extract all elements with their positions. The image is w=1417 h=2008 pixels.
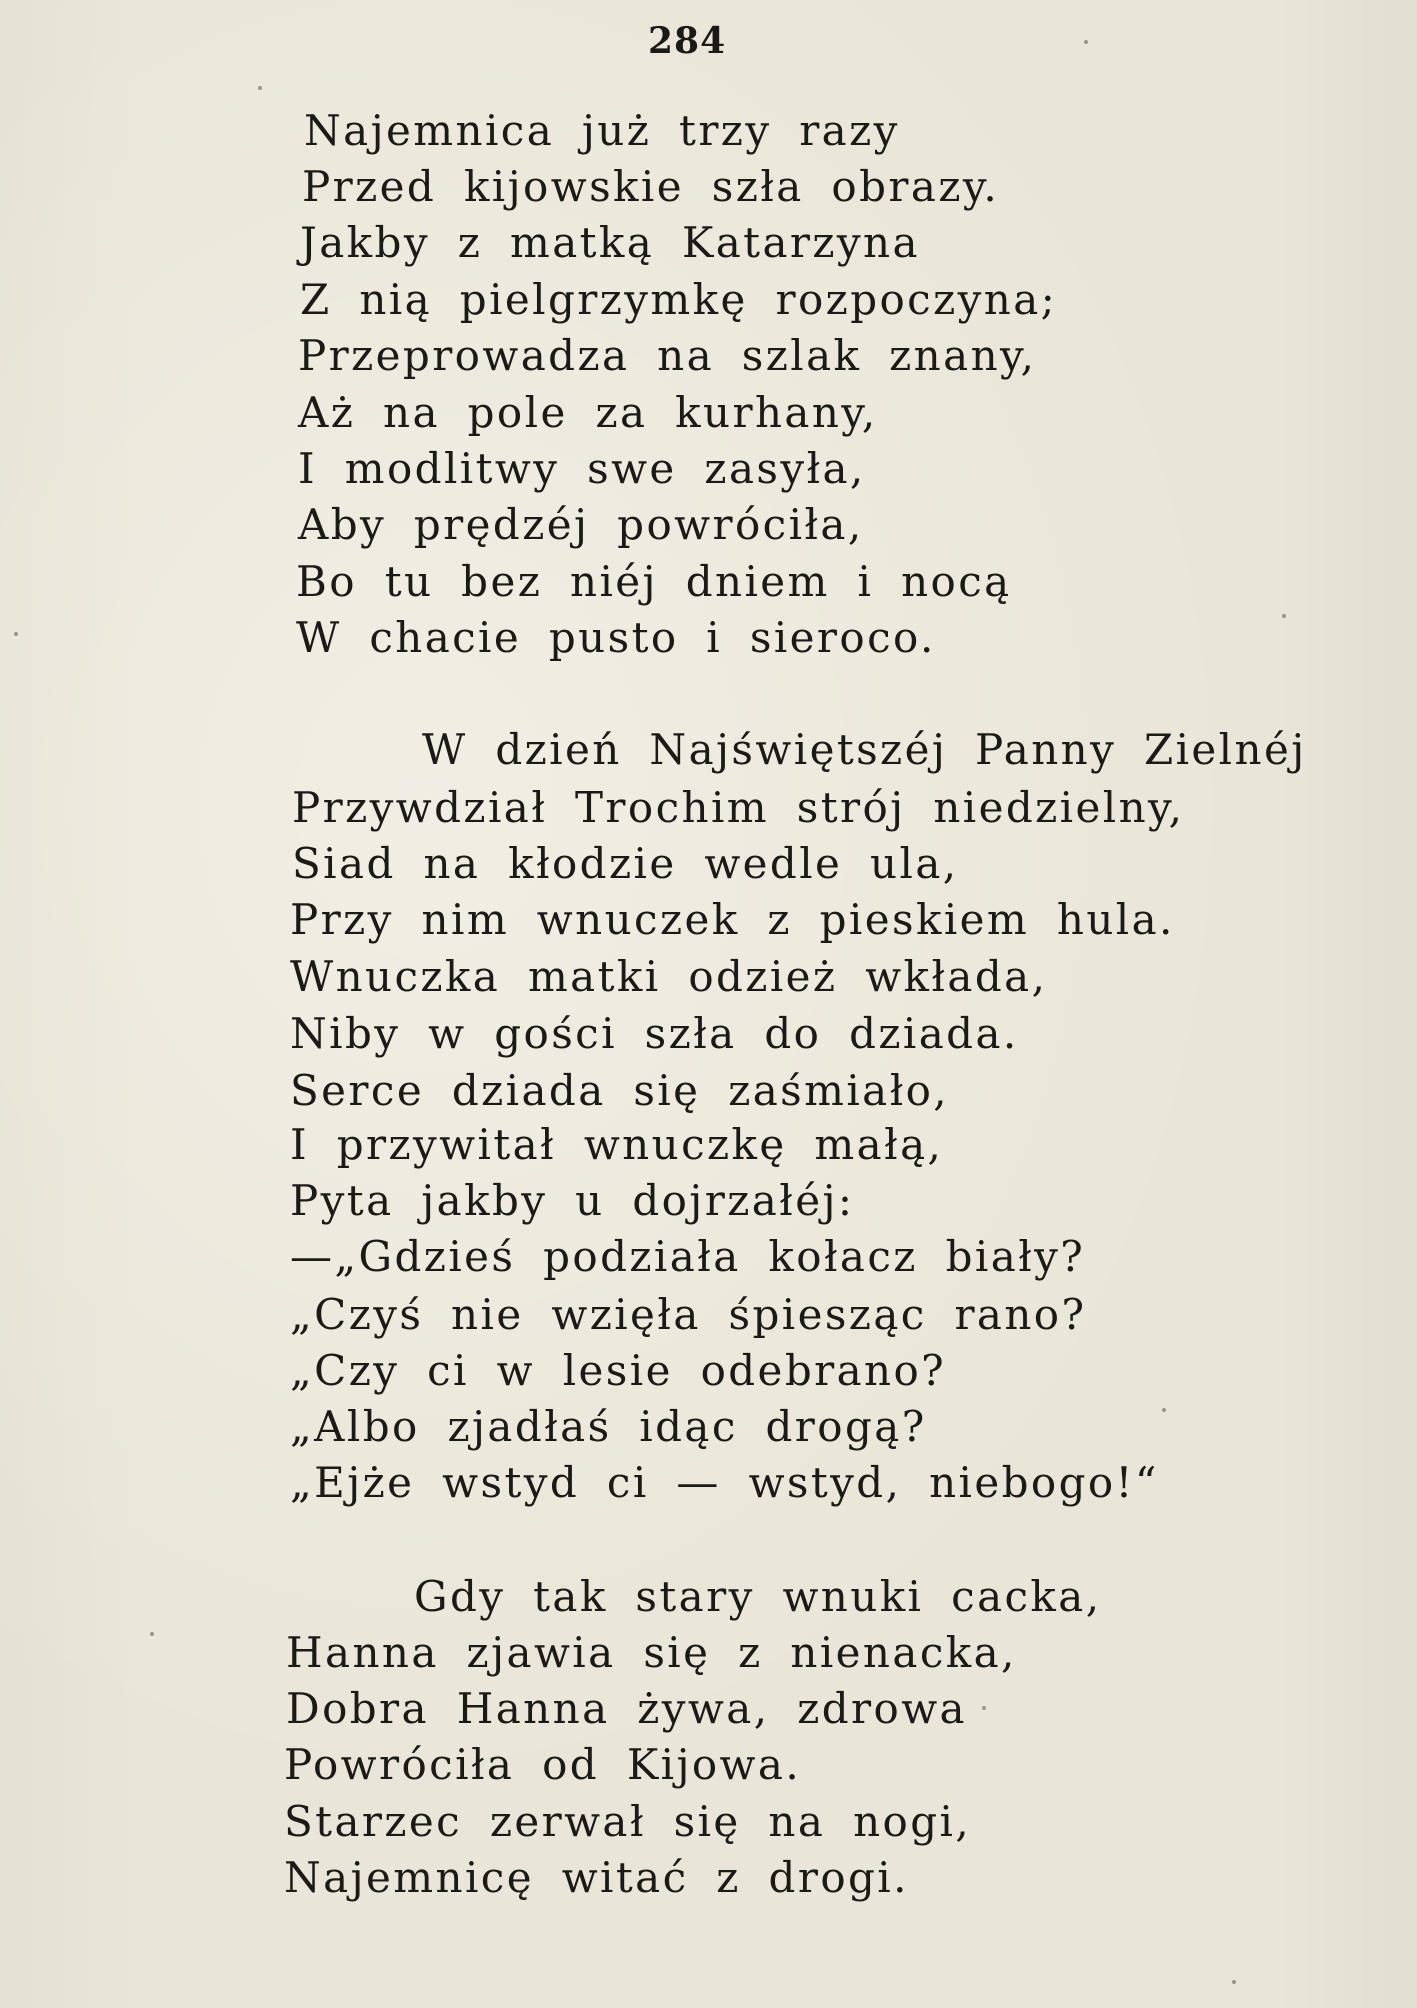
poem-line: Gdy tak stary wnuki cacka, <box>414 1572 1102 1621</box>
page-number: 284 <box>648 20 727 62</box>
poem-line: Bo tu bez niéj dniem i nocą <box>296 557 1012 606</box>
poem-line: „Albo zjadłaś idąc drogą? <box>290 1402 927 1451</box>
poem-line: Przed kijowskie szła obrazy. <box>302 162 1000 211</box>
poem-line: W chacie pusto i sieroco. <box>296 613 936 662</box>
poem-line: —„Gdzieś podziała kołacz biały? <box>290 1232 1086 1281</box>
poem-line: Niby w gości szła do dziada. <box>290 1009 1019 1058</box>
poem-line: Starzec zerwał się na nogi, <box>284 1797 972 1846</box>
poem-line: Przy nim wnuczek z pieskiem hula. <box>290 895 1175 944</box>
poem-line: Powróciła od Kijowa. <box>284 1740 802 1789</box>
poem-line: Przeprowadza na szlak znany, <box>298 331 1037 380</box>
paper-speck <box>150 1632 154 1636</box>
poem-line: Serce dziada się zaśmiało, <box>290 1066 950 1115</box>
poem-line: „Czyś nie wzięła śpiesząc rano? <box>290 1290 1087 1339</box>
paper-speck <box>1162 1408 1166 1412</box>
poem-line: Przywdział Trochim strój niedzielny, <box>292 783 1185 832</box>
paper-speck <box>1084 40 1088 44</box>
poem-line: W dzień Najświętszéj Panny Zielnéj <box>422 725 1307 774</box>
poem-line: Najemnicę witać z drogi. <box>284 1853 909 1902</box>
poem-line: Wnuczka matki odzież wkłada, <box>290 952 1048 1001</box>
paper-speck <box>14 632 18 636</box>
paper-speck <box>1282 614 1286 618</box>
poem-line: „Ejże wstyd ci — wstyd, niebogo!“ <box>290 1458 1159 1507</box>
paper-speck <box>1232 1980 1236 1984</box>
poem-line: Hanna zjawia się z nienacka, <box>286 1628 1017 1677</box>
poem-line: „Czy ci w lesie odebrano? <box>290 1346 947 1395</box>
poem-line: Dobra Hanna żywa, zdrowa <box>286 1684 967 1733</box>
poem-line: Siad na kłodzie wedle ula, <box>292 839 959 888</box>
poem-line: I modlitwy swe zasyła, <box>298 444 866 493</box>
poem-line: Najemnica już trzy razy <box>304 106 900 155</box>
poem-line: Aby prędzéj powróciła, <box>298 500 864 549</box>
poem-line: Z nią pielgrzymkę rozpoczyna; <box>300 275 1058 324</box>
poem-line: I przywitał wnuczkę małą, <box>290 1120 944 1169</box>
poem-line: Aż na pole za kurhany, <box>298 388 878 437</box>
poem-line: Pyta jakby u dojrzałéj: <box>290 1176 855 1225</box>
paper-speck <box>258 86 262 90</box>
paper-speck <box>982 1706 986 1710</box>
poem-line: Jakby z matką Katarzyna <box>300 218 920 267</box>
